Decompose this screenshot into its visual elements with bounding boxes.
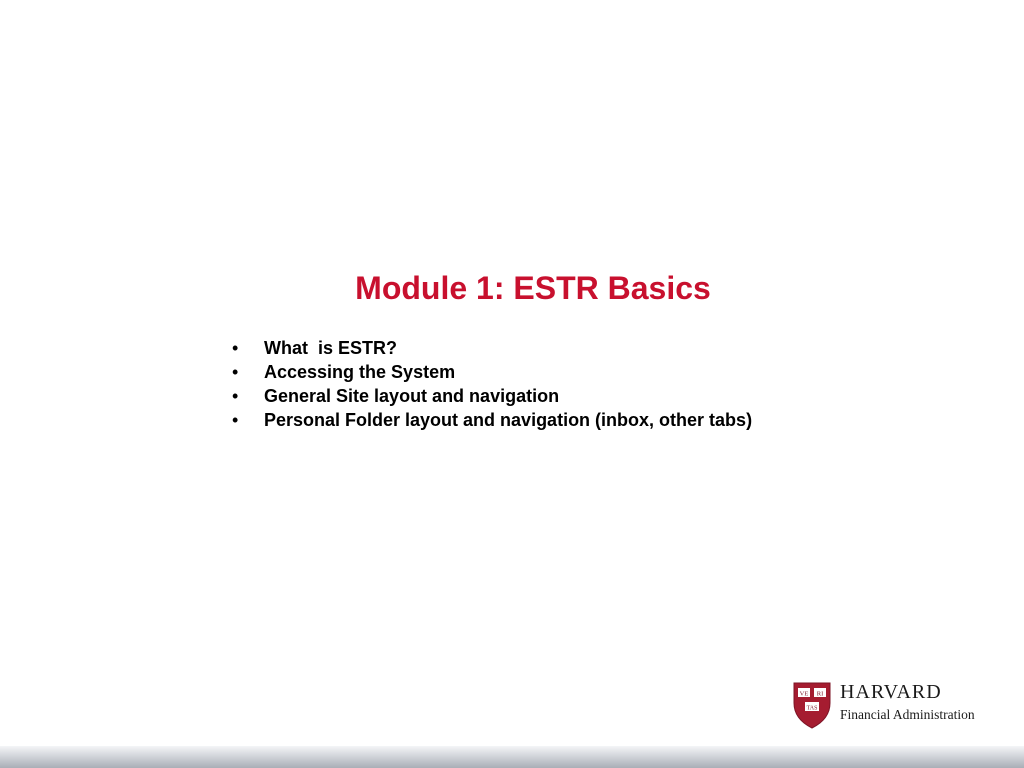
harvard-logo <box>792 681 1007 731</box>
bullet-icon: • <box>232 362 239 382</box>
list-item <box>232 360 752 384</box>
list-item <box>232 336 752 360</box>
bullet-list <box>232 336 752 432</box>
footer-bar <box>0 746 1024 768</box>
bullet-text: Accessing the System <box>264 362 456 382</box>
list-item <box>232 384 752 408</box>
svg-text:VE: VE <box>799 690 809 698</box>
logo-subtitle: Financial Administration <box>840 707 975 722</box>
svg-text:RI: RI <box>816 690 824 698</box>
slide-title: Module 1: ESTR Basics <box>355 270 711 306</box>
harvard-shield-icon <box>792 681 832 729</box>
bullet-icon: • <box>232 386 239 406</box>
logo-name: HARVARD <box>840 681 942 703</box>
list-item <box>232 408 752 432</box>
bullet-icon: • <box>232 338 239 358</box>
bullet-text: What is ESTR? <box>264 338 398 358</box>
svg-text:TAS: TAS <box>806 705 818 712</box>
bullet-text: General Site layout and navigation <box>264 386 560 406</box>
bullet-text: Personal Folder layout and navigation (inbox, other tabs) <box>264 410 753 430</box>
bullet-icon: • <box>232 410 239 430</box>
